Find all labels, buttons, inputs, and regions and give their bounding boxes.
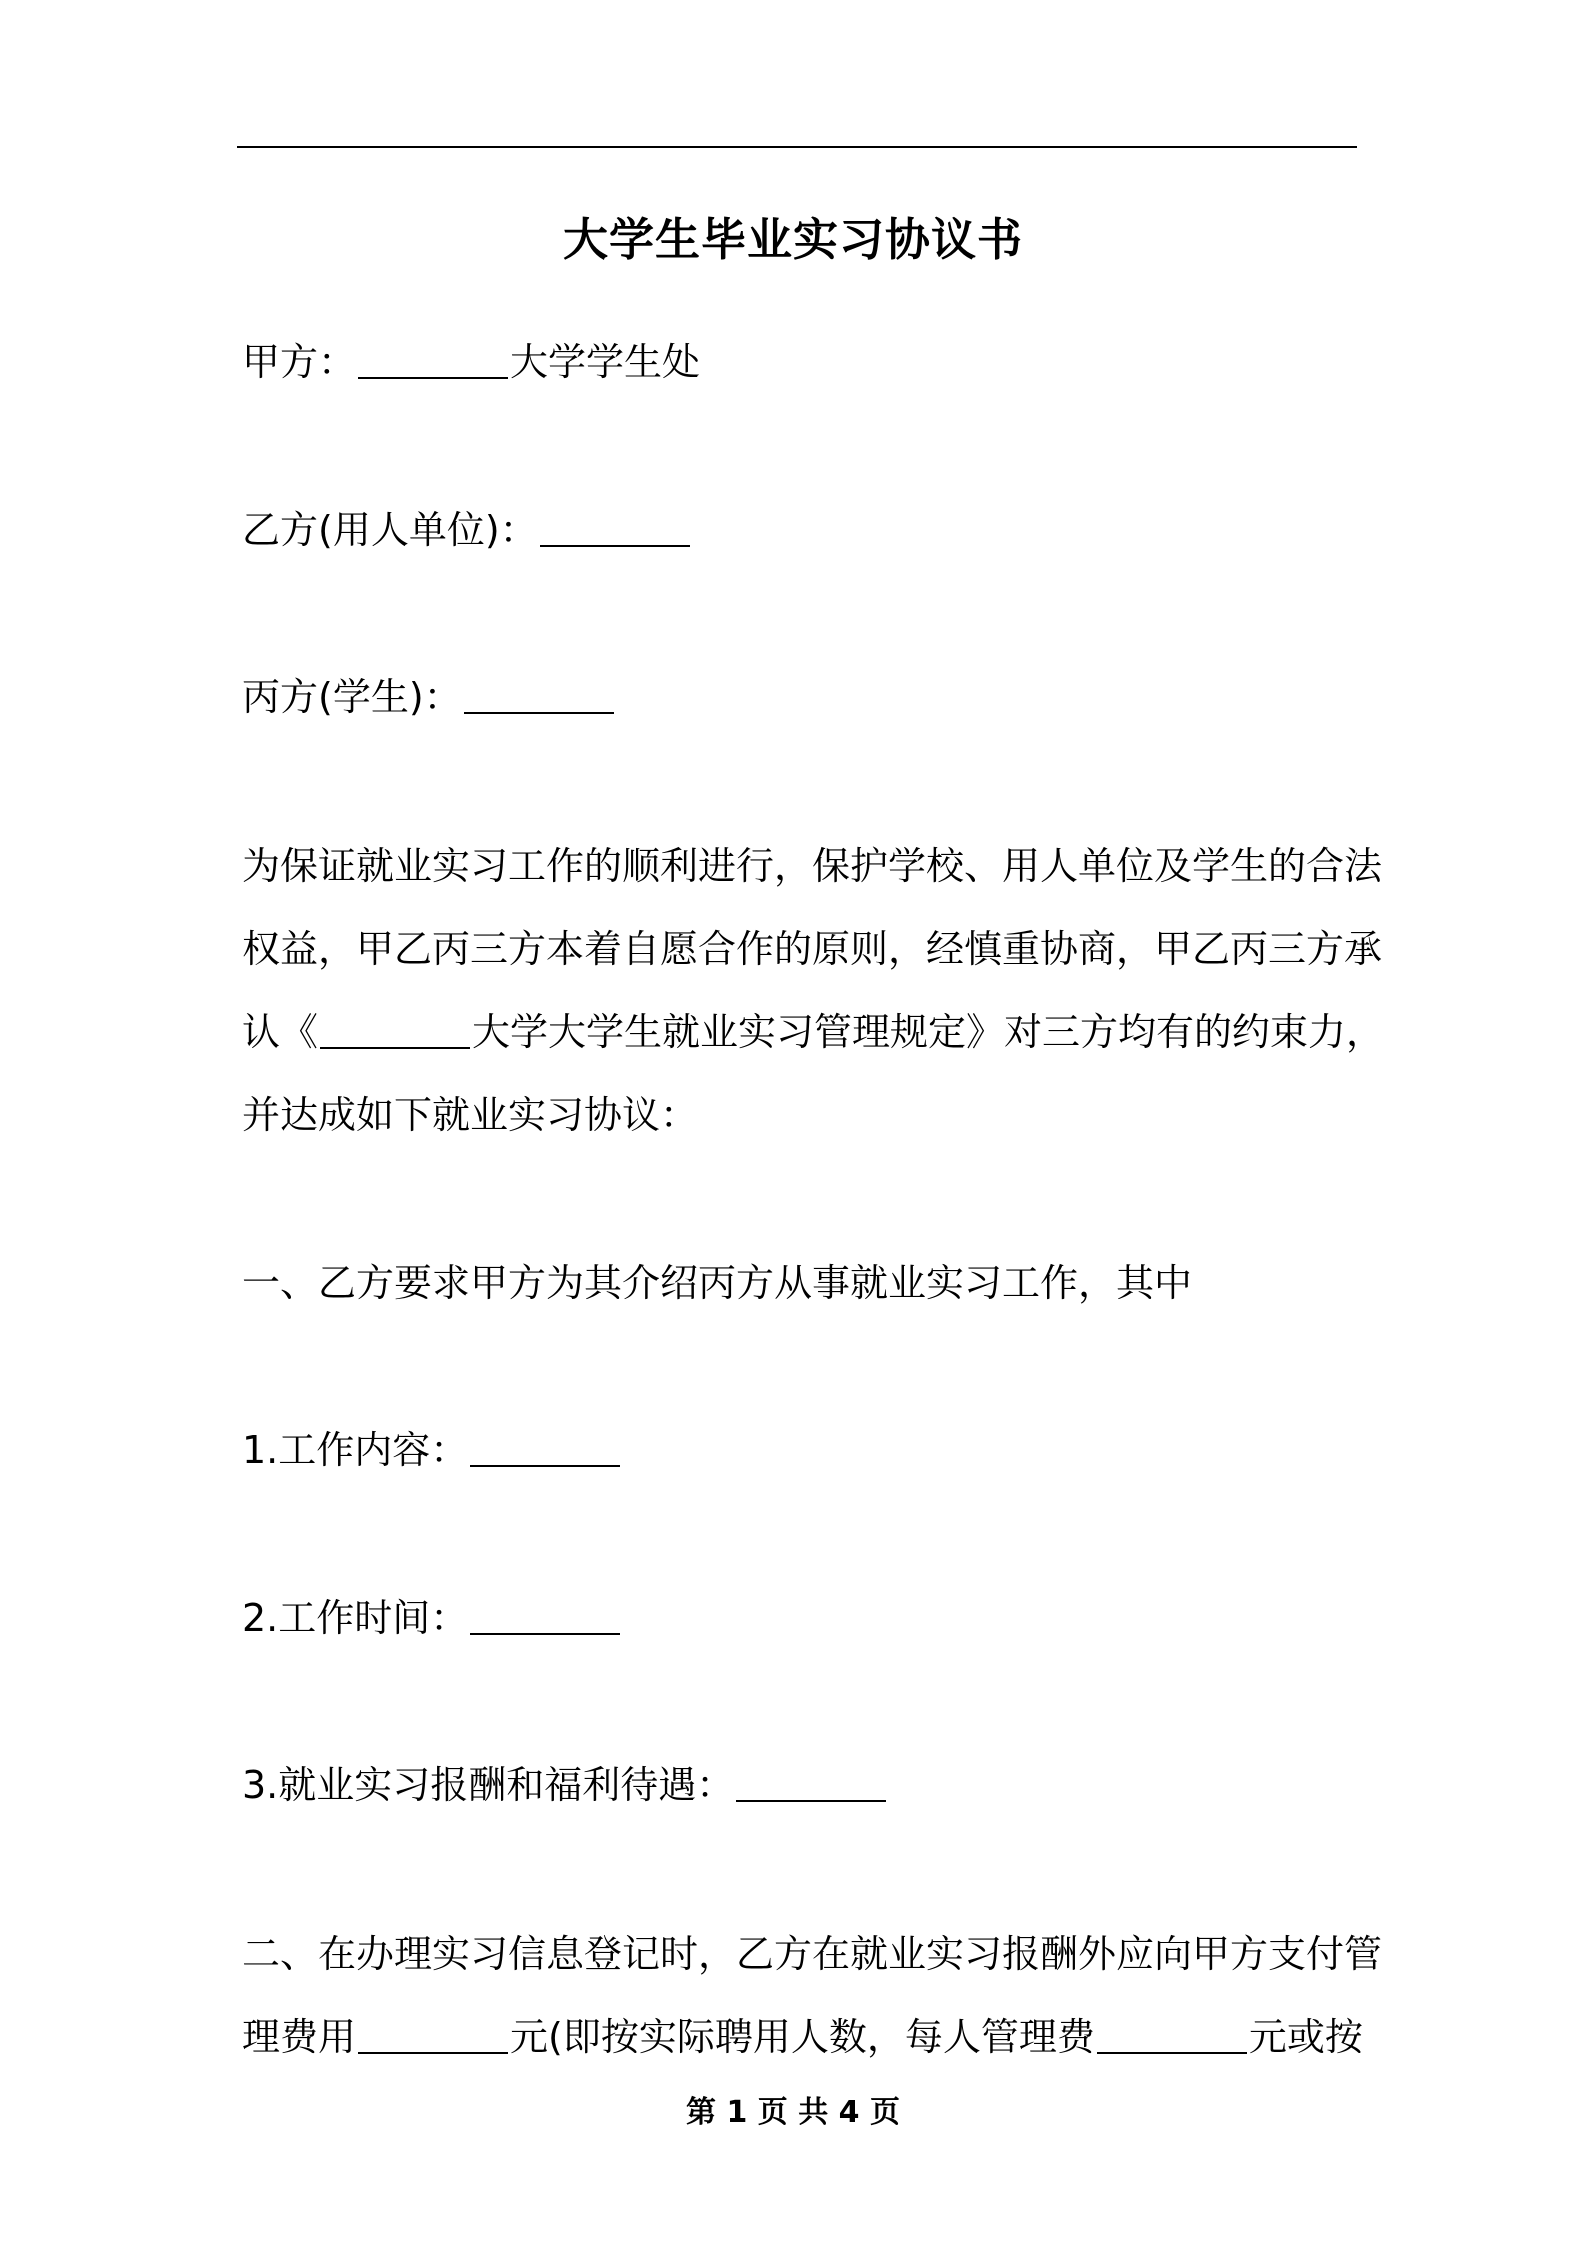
blank-field [358, 337, 508, 379]
section-two-text: 元或按 [1248, 2015, 1363, 2059]
party-c-line [242, 667, 1357, 727]
section-one-heading: 一、乙方要求甲方为其介绍丙方从事就业实习工作，其中 [242, 1261, 1193, 1305]
header-rule [237, 146, 1357, 148]
section-two-text: 元(即按实际聘用人数，每人管理费 [510, 2015, 1095, 2059]
item-two-label: 2.工作时间： [242, 1596, 469, 1640]
intro-text: 大学大学生就业实习管理规定》对三方均有的约束力， [472, 1010, 1385, 1054]
blank-field [470, 1593, 620, 1635]
section-two-paragraph [242, 1913, 1383, 2079]
intro-paragraph [242, 825, 1385, 1157]
intro-line: 并达成如下就业实习协议： [242, 1093, 699, 1137]
section-two-line: 二、在办理实习信息登记时，乙方在就业实习报酬外应向甲方支付管 [242, 1932, 1383, 1976]
item-one-label: 1.工作内容： [242, 1428, 469, 1472]
party-b-label: 乙方(用人单位)： [242, 508, 538, 552]
intro-text: 认《 [242, 1010, 319, 1054]
document-title: 大学生毕业实习协议书 [562, 213, 1023, 266]
party-b-line [242, 500, 1357, 560]
item-one-line [242, 1420, 1357, 1480]
blank-field [358, 2012, 508, 2054]
party-a-name: 大学学生处 [510, 340, 701, 384]
party-a-line [242, 332, 1357, 392]
blank-field [464, 672, 614, 714]
page-number: 第 1 页 共 4 页 [686, 2095, 900, 2130]
intro-line [242, 991, 1385, 1074]
party-c-label: 丙方(学生)： [242, 675, 462, 719]
item-two-line [242, 1588, 1357, 1648]
party-a-label: 甲方： [242, 340, 357, 384]
section-two-line [242, 1996, 1363, 2079]
section-two-text: 理费用 [242, 2015, 357, 2059]
item-three-line [242, 1755, 1357, 1815]
blank-field [1097, 2012, 1247, 2054]
intro-line: 权益，甲乙丙三方本着自愿合作的原则，经慎重协商，甲乙丙三方承 [242, 927, 1383, 971]
blank-field [736, 1760, 886, 1802]
intro-line: 为保证就业实习工作的顺利进行，保护学校、用人单位及学生的合法 [242, 844, 1383, 888]
blank-field [470, 1425, 620, 1467]
blank-field [320, 1007, 470, 1049]
item-three-label: 3.就业实习报酬和福利待遇： [242, 1763, 735, 1807]
blank-field [540, 505, 690, 547]
